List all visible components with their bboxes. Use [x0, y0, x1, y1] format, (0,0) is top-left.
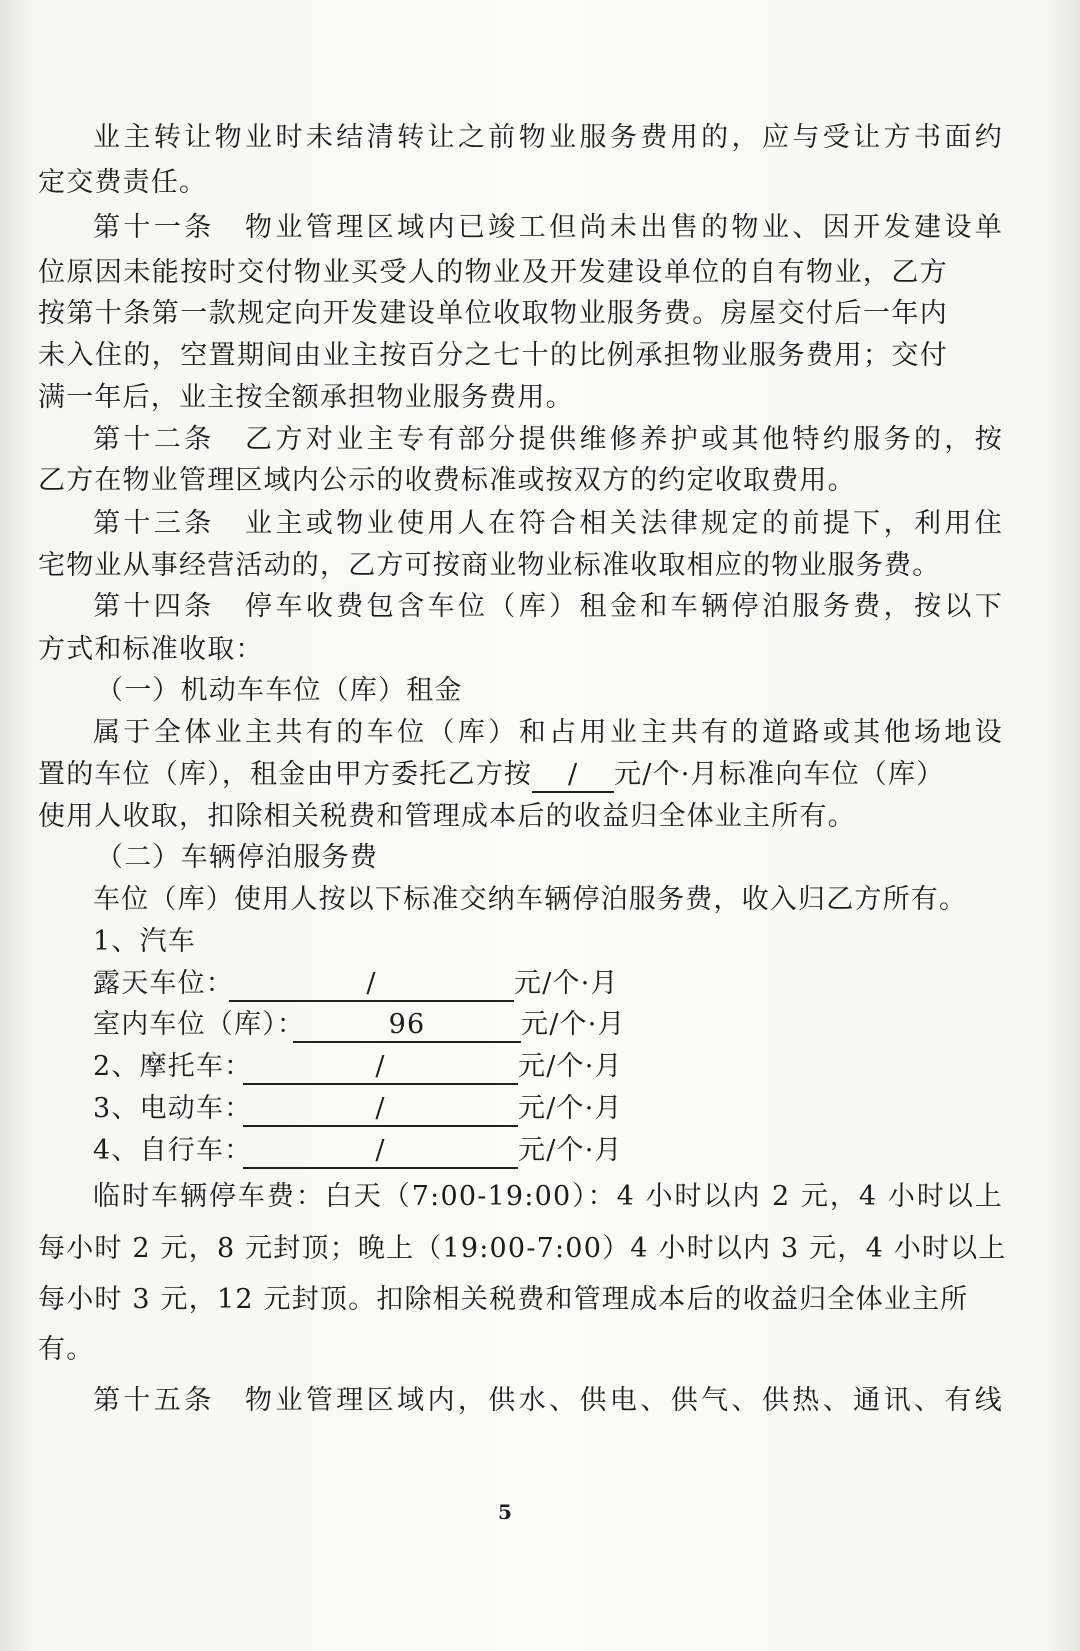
- page-number: 5: [498, 1500, 512, 1524]
- fee-label: 2、摩托车：: [93, 1051, 253, 1082]
- article-11-line: 第十一条 物业管理区域内已竣工但尚未出售的物业、因开发建设单: [93, 212, 1003, 243]
- fee-value-field: /: [243, 1093, 518, 1127]
- paragraph-line: 属于全体业主共有的车位（库）和占用业主共有的道路或其他场地设: [93, 717, 1003, 748]
- paragraph-line: 每小时 2 元，8 元封顶；晚上（19:00-7:00）4 小时以内 3 元，4 小时以上: [38, 1233, 1007, 1264]
- paragraph-line: 未入住的，空置期间由业主按百分之七十的比例承担物业服务费用；交付: [38, 340, 948, 371]
- paragraph-line: 业主转让物业时未结清转让之前物业服务费用的，应与受让方书面约: [93, 122, 1003, 153]
- fee-label: 4、自行车：: [93, 1135, 253, 1166]
- fee-row: [93, 964, 1003, 1004]
- paragraph-line: 定交费责任。: [38, 167, 208, 198]
- paragraph-line: 车位（库）使用人按以下标准交纳车辆停泊服务费，收入归乙方所有。: [93, 884, 968, 915]
- section-heading: （一）机动车车位（库）租金: [96, 675, 463, 706]
- rent-prefix: 置的车位（库），租金由甲方委托乙方按: [38, 759, 533, 790]
- paragraph-line: 使用人收取，扣除相关税费和管理成本后的收益归全体业主所有。: [38, 801, 856, 832]
- item-heading: 1、汽车: [93, 926, 196, 957]
- paragraph-line: 临时车辆停车费：白天（7:00-19:00）：4 小时以内 2 元，4 小时以上: [93, 1181, 1003, 1212]
- fee-label: 3、电动车：: [93, 1093, 253, 1124]
- paragraph-line: 按第十条第一款规定向开发建设单位收取物业服务费。房屋交付后一年内: [38, 298, 948, 329]
- fee-row: [93, 1005, 1003, 1045]
- fee-value-field: 96: [293, 1009, 521, 1043]
- rent-line: [38, 755, 948, 795]
- fee-unit: 元/个·月: [518, 1093, 623, 1124]
- fee-label: 室内车位（库）：: [93, 1009, 306, 1040]
- fee-value-field: /: [229, 968, 514, 1002]
- fee-unit: 元/个·月: [514, 968, 619, 999]
- rent-value-field: /: [532, 759, 614, 793]
- fee-unit: 元/个·月: [521, 1009, 626, 1040]
- paragraph-line: 位原因未能按时交付物业买受人的物业及开发建设单位的自有物业，乙方: [38, 257, 948, 288]
- fee-row: [93, 1047, 1003, 1087]
- fee-value-field: /: [243, 1135, 518, 1169]
- rent-suffix: 元/个·月标准向车位（库）: [614, 759, 945, 790]
- paragraph-line: 每小时 3 元，12 元封顶。扣除相关税费和管理成本后的收益归全体业主所: [38, 1284, 969, 1315]
- fee-value-field: /: [243, 1051, 518, 1085]
- fee-unit: 元/个·月: [518, 1135, 623, 1166]
- article-14-line: 第十四条 停车收费包含车位（库）租金和车辆停泊服务费，按以下: [93, 591, 1003, 622]
- fee-row: [93, 1131, 1003, 1171]
- paragraph-line: 方式和标准收取：: [38, 634, 264, 665]
- article-15-line: 第十五条 物业管理区域内，供水、供电、供气、供热、通讯、有线: [93, 1385, 1003, 1416]
- paragraph-line: 满一年后，业主按全额承担物业服务费用。: [38, 382, 574, 413]
- fee-unit: 元/个·月: [518, 1051, 623, 1082]
- article-13-line: 第十三条 业主或物业使用人在符合相关法律规定的前提下，利用住: [93, 508, 1003, 539]
- paragraph-line: 有。: [38, 1334, 95, 1365]
- article-12-line: 第十二条 乙方对业主专有部分提供维修养护或其他特约服务的，按: [93, 424, 1003, 455]
- fee-label: 露天车位：: [93, 968, 234, 999]
- paragraph-line: 宅物业从事经营活动的，乙方可按商业物业标准收取相应的物业服务费。: [38, 550, 941, 581]
- paragraph-line: 乙方在物业管理区域内公示的收费标准或按双方的约定收取费用。: [38, 465, 856, 496]
- fee-row: [93, 1089, 1003, 1129]
- section-heading: （二）车辆停泊服务费: [96, 842, 378, 873]
